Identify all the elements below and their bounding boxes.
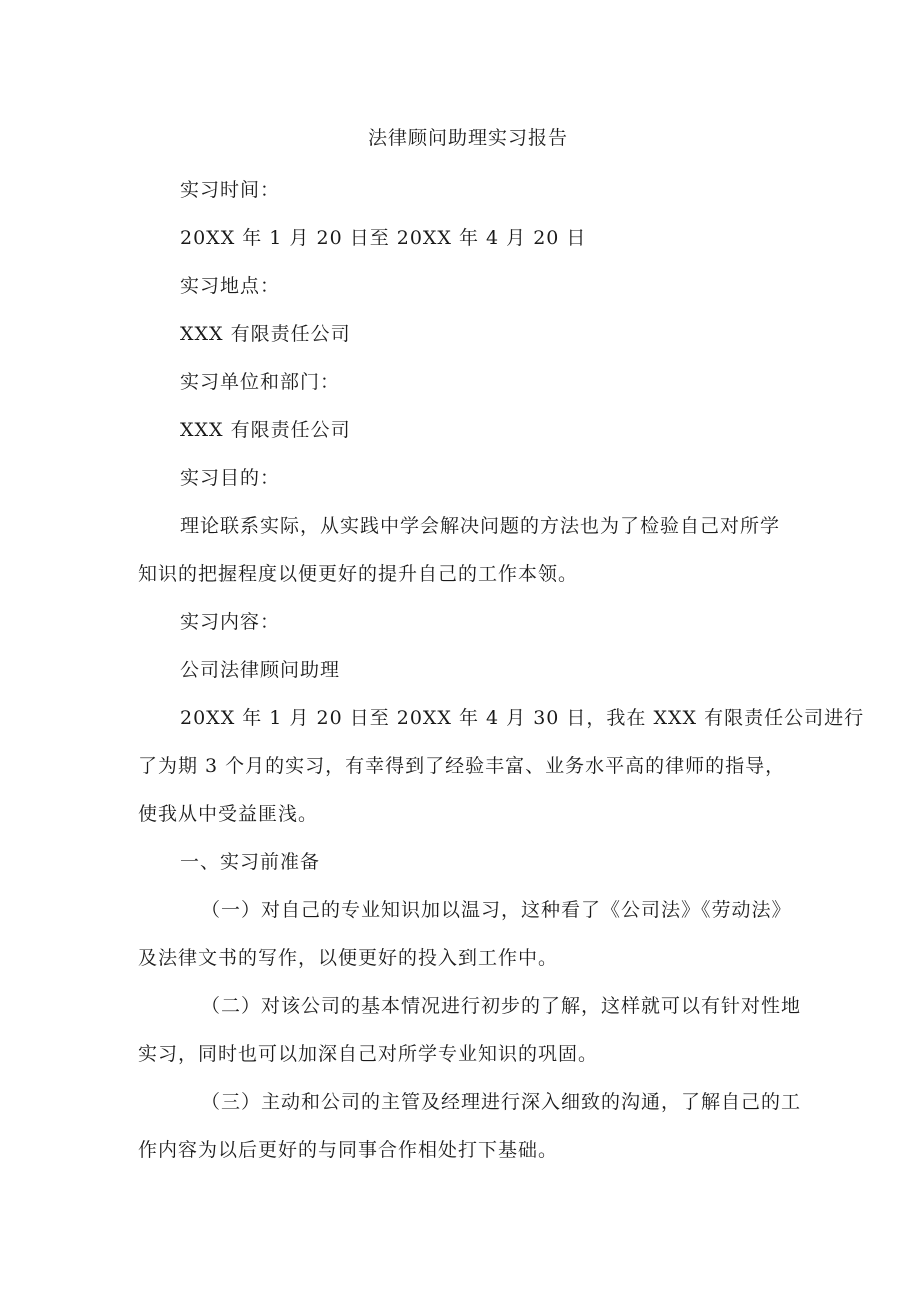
document-title: 法律顾问助理实习报告 — [367, 127, 568, 149]
paragraph-line: 了为期 3 个月的实习，有幸得到了经验丰富、业务水平高的律师的指导， — [138, 755, 786, 777]
purpose-paragraph — [138, 502, 798, 598]
internship-unit-value: XXX 有限责任公司 — [180, 419, 351, 441]
label-internship-location: 实习地点： — [180, 275, 281, 297]
label-internship-content: 实习内容： — [180, 611, 281, 633]
paragraph-line: 理论联系实际，从实践中学会解决问题的方法也为了检验自己对所学 — [180, 515, 781, 537]
paragraph-line: （二）对该公司的基本情况进行初步的了解，这样就可以有针对性地 — [201, 995, 802, 1017]
paragraph-line: （三）主动和公司的主管及经理进行深入细致的沟通，了解自己的工 — [201, 1091, 802, 1113]
document-body — [138, 118, 865, 1174]
paragraph-line: 作内容为以后更好的与同事合作相处打下基础。 — [138, 1139, 559, 1161]
paragraph-line: 实习，同时也可以加深自己对所学专业知识的巩固。 — [138, 1043, 599, 1065]
label-internship-time: 实习时间： — [180, 179, 281, 201]
prep-item-3 — [138, 1078, 802, 1174]
paragraph-line: 及法律文书的写作，以便更好的投入到工作中。 — [138, 947, 559, 969]
paragraph-line: 20XX 年 1 月 20 日至 20XX 年 4 月 30 日，我在 XXX 有限责任公司进行 — [180, 707, 865, 729]
label-internship-purpose: 实习目的： — [180, 467, 281, 489]
intro-paragraph — [138, 694, 865, 838]
internship-location-value: XXX 有限责任公司 — [180, 323, 351, 345]
paragraph-line: （一）对自己的专业知识加以温习，这种看了《公司法》《劳动法》 — [201, 899, 792, 921]
prep-item-2 — [138, 982, 802, 1078]
internship-time-value: 20XX 年 1 月 20 日至 20XX 年 4 月 20 日 — [180, 227, 587, 249]
section-heading: 一、实习前准备 — [180, 851, 321, 873]
label-internship-unit: 实习单位和部门： — [180, 371, 341, 393]
internship-content-value: 公司法律顾问助理 — [180, 659, 341, 681]
prep-item-1 — [138, 886, 798, 982]
paragraph-line: 使我从中受益匪浅。 — [138, 803, 319, 825]
paragraph-line: 知识的把握程度以便更好的提升自己的工作本领。 — [138, 563, 579, 585]
